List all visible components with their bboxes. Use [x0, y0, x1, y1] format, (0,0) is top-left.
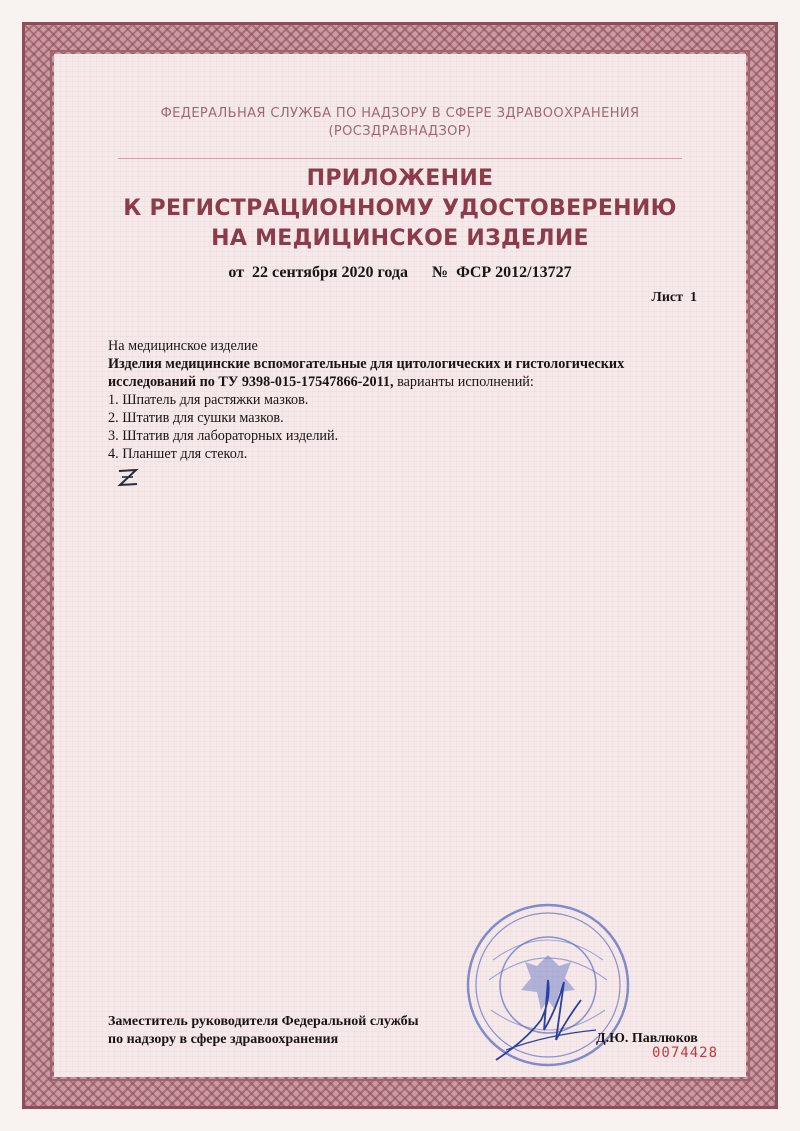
signatory-position [108, 1013, 419, 1049]
document-body [108, 337, 708, 463]
sheet-number: Лист 1 [651, 290, 697, 305]
intro-text: На медицинское изделие [108, 338, 258, 354]
doc-title-line2: К РЕГИСТРАЦИОННОМУ УДОСТОВЕРЕНИЮ [123, 196, 677, 221]
product-name: Изделия медицинские вспомогательные для цитологических и гистологических исследований по ТУ 9398-015-17547866-2011, [108, 356, 625, 390]
variant-item: 3. Штатив для лабораторных изделий. [108, 428, 339, 444]
product-tail: варианты исполнений: [393, 374, 534, 390]
position-line2: по надзору в сфере здравоохранения [108, 1032, 339, 1047]
date-and-number: от 22 сентября 2020 года № ФСР 2012/13727 [228, 264, 572, 281]
position-line1: Заместитель руководителя Федеральной службы [108, 1014, 419, 1029]
variant-item: 2. Штатив для сушки мазков. [108, 410, 284, 426]
serial-number: 0074428 [652, 1045, 719, 1061]
variant-item: 4. Планшет для стекол. [108, 446, 248, 462]
z-mark-icon [116, 467, 140, 489]
doc-title-line1: ПРИЛОЖЕНИЕ [306, 166, 494, 191]
agency-abbrev: (РОСЗДРАВНАДЗОР) [328, 124, 472, 139]
handwritten-signature-icon [486, 960, 606, 1070]
agency-name: ФЕДЕРАЛЬНАЯ СЛУЖБА ПО НАДЗОРУ В СФЕРЕ ЗДРАВООХРАНЕНИЯ [160, 106, 640, 121]
variant-item: 1. Шпатель для растяжки мазков. [108, 392, 309, 408]
header-divider [118, 158, 682, 159]
doc-title-line3: НА МЕДИЦИНСКОЕ ИЗДЕЛИЕ [211, 226, 589, 251]
product-description [108, 355, 708, 391]
signatory-name: Д.Ю. Павлюков [596, 1031, 698, 1046]
